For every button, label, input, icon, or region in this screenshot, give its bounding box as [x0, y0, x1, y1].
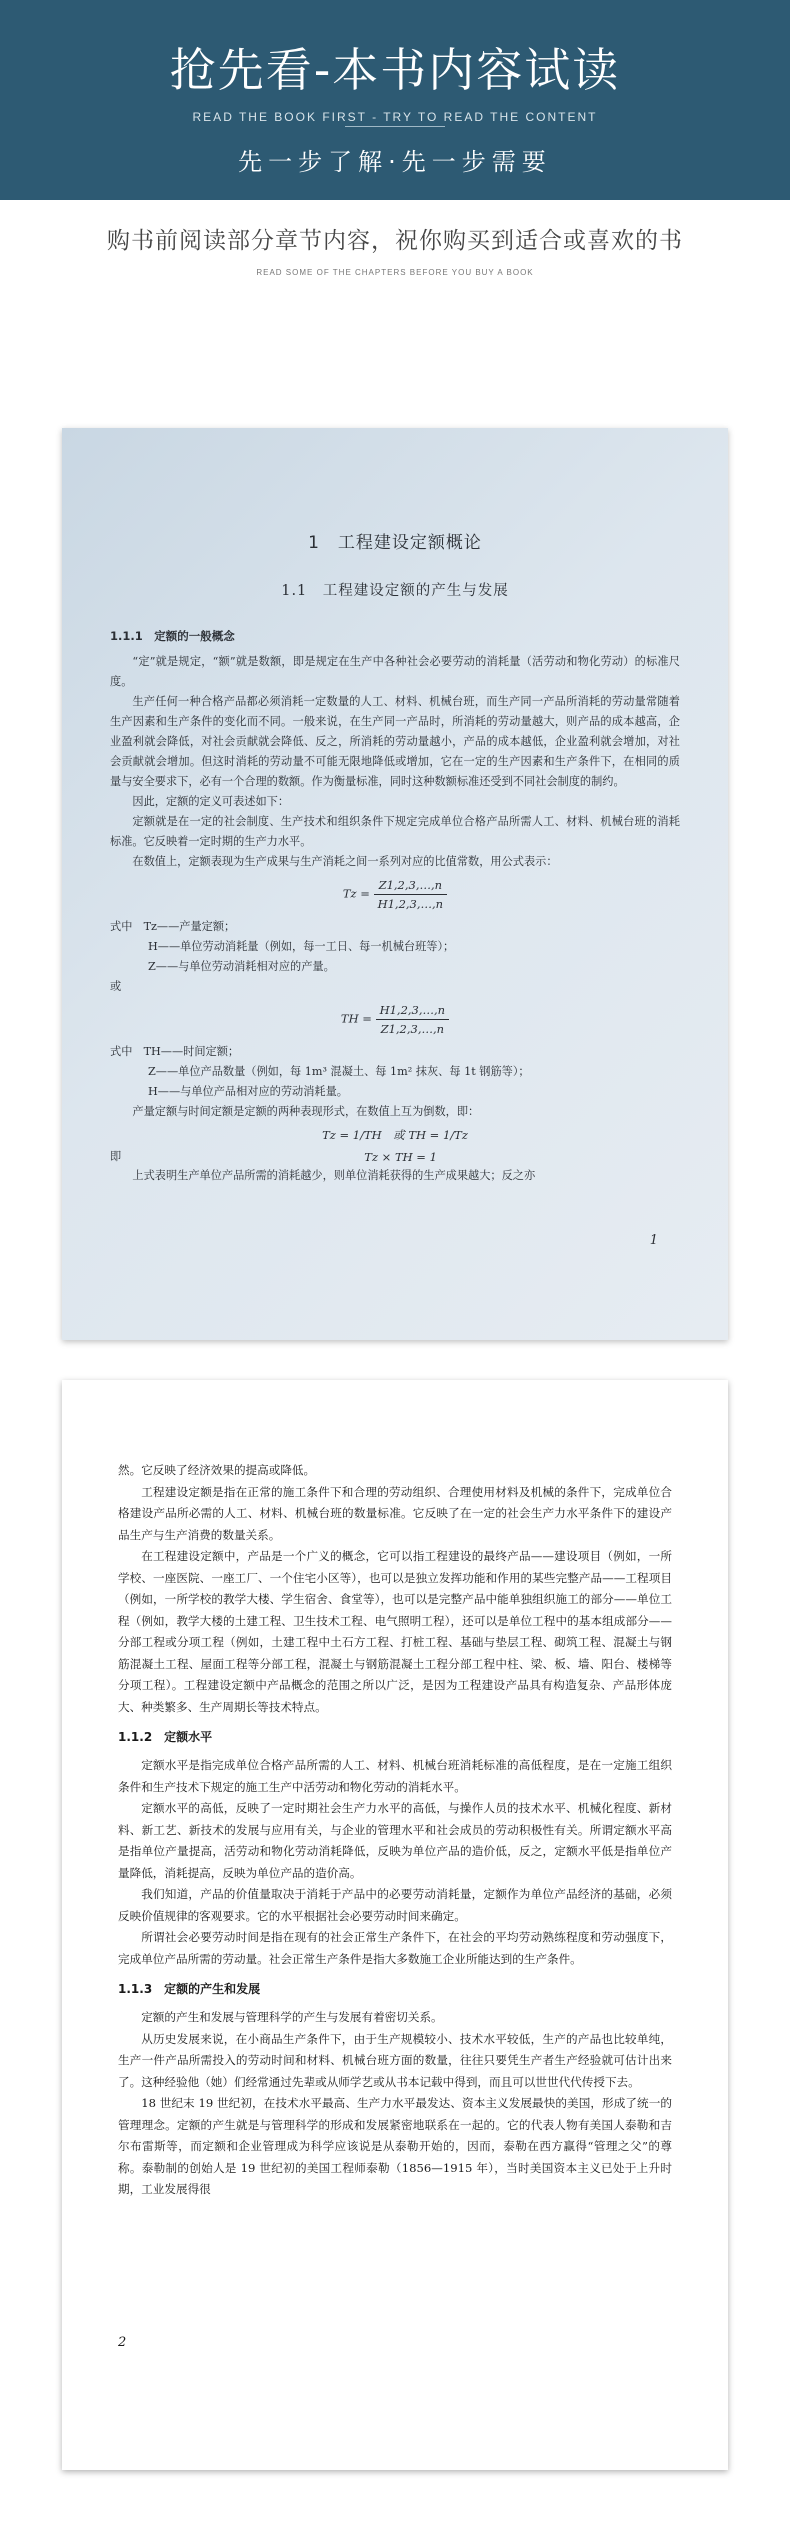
paragraph: 在数值上，定额表现为生产成果与生产消耗之间一系列对应的比值常数，用公式表示： [132, 855, 558, 868]
definition-line: Z——单位产品数量（例如，每 1m³ 混凝土、每 1m² 抹灰、每 1t 钢筋等）； [148, 1065, 530, 1078]
formula-numerator: Z1,2,3,…,n [374, 876, 448, 895]
section-title: 1.1 工程建设定额的产生与发展 [281, 583, 509, 599]
paragraph: 我们知道，产品的价值量取决于消耗于产品中的必要劳动消耗量，定额作为单位产品经济的基础，必须反映价值规律的客观要求。它的水平根据社会必要劳动时间来确定。 [118, 1887, 672, 1923]
paragraph: 然。它反映了经济效果的提高或降低。 [118, 1463, 316, 1477]
banner-subtitle: READ THE BOOK FIRST - TRY TO READ THE CONTENT [192, 110, 598, 124]
formula-product: Tz × TH = 1 [364, 1150, 437, 1164]
banner-slogan: 先一步了解·先一步需要 [238, 148, 552, 176]
subsection-title: 1.1.1 定额的一般概念 [110, 629, 235, 643]
formula-row [110, 1148, 680, 1166]
formula-reciprocal: Tz = 1/TH 或 TH = 1/Tz [322, 1128, 468, 1142]
page-number: 1 [649, 1233, 658, 1248]
definition-line: 式中 TH——时间定额； [110, 1045, 240, 1058]
paragraph: 工程建设定额是指在正常的施工条件下和合理的劳动组织、合理使用材料及机械的条件下，完成单位合格建设产品所必需的人工、材料、机械台班的数量标准。它反映了在一定的社会生产力水平条件下的建设产品生产与生产消费的数量关系。 [118, 1484, 672, 1542]
formula-lhs: TH = [340, 1011, 376, 1026]
paragraph: 定额水平的高低，反映了一定时期社会生产力水平的高低，与操作人员的技术水平、机械化程度、新材料、新工艺、新技术的发展与应用有关，与企业的管理水平和社会成员的劳动积极性有关。所谓定额水平高是指单位产量提高，活劳动和物化劳动消耗降低，反映为单位产品的造价低，反之，定额水平低是指单位产量降低，消耗提高，反映为单位产品的造价高。 [118, 1801, 672, 1880]
definition-line: 式中 Tz——产量定额； [110, 920, 236, 933]
page-number: 2 [118, 2335, 127, 2350]
paragraph: 在工程建设定额中，产品是一个广义的概念，它可以指工程建设的最终产品——建设项目（例如，一所学校、一座医院、一座工厂、一个住宅小区等），也可以是独立发挥功能和作用的某些完整产品——工程项目（例如，一所学校的教学大楼、学生宿舍、食堂等），也可以是完整产品中能单独组织施工的部分——单位工程（例如，教学大楼的土建工程、卫生技术工程、电气照明工程），还可以是单位工程中的基本组成部分——分部工程或分项工程（例如，土建工程中土石方工程、打桩工程、基础与垫层工程、砌筑工程、混凝土与钢筋混凝土工程、屋面工程等分部工程，混凝土与钢筋混凝土工程分部工程中柱、梁、板、墙、阳台、楼梯等分项工程）。工程建设定额中产品概念的范围之所以广泛，是因为工程建设产品具有构造复杂、产品形体庞大、种类繁多、生产周期长等技术特点。 [118, 1549, 672, 1714]
formula-denominator: H1,2,3,…,n [377, 897, 444, 911]
paragraph: 定额的产生和发展与管理科学的产生与发展有着密切关系。 [141, 2010, 443, 2024]
paragraph: 因此，定额的定义可表述如下： [132, 795, 290, 808]
formula-output-quota [110, 876, 680, 913]
paragraph: 定额就是在一定的社会制度、生产技术和组织条件下规定完成单位合格产品所需人工、材料、机械台班的消耗标准。它反映着一定时期的生产力水平。 [110, 815, 680, 848]
definition-line: H——单位劳动消耗量（例如，每一工日、每一机械台班等）； [148, 940, 455, 953]
intro-text: 购书前阅读部分章节内容，祝你购买到适合或喜欢的书 [107, 228, 683, 254]
formula-denominator: Z1,2,3,…,n [380, 1022, 445, 1036]
subsection-title: 1.1.2 定额水平 [118, 1730, 213, 1744]
intro-subtext: READ SOME OF THE CHAPTERS BEFORE YOU BUY A BOOK [256, 268, 534, 277]
paragraph: 所谓社会必要劳动时间是指在现有的社会正常生产条件下，在社会的平均劳动熟练程度和劳动强度下，完成单位产品所需的劳动量。社会正常生产条件是指大多数施工企业所能达到的生产条件。 [118, 1930, 672, 1966]
paragraph: 生产任何一种合格产品都必须消耗一定数量的人工、材料、机械台班，而生产同一产品所消耗的劳动量常随着生产因素和生产条件的变化而不同。一般来说，在生产同一产品时，所消耗的劳动量越大，则产品的成本越高，企业盈利就会降低，对社会贡献就会降低、反之，所消耗的劳动量越小，产品的成本越低，企业盈利就会增加，对社会贡献就会增加。但这时消耗的劳动量不可能无限地降低或增加，它在一定的生产因素和生产条件下，在相同的质量与安全要求下，必有一个合理的数额。作为衡量标准，同时这种数额标准还受到不同社会制度的制约。 [110, 695, 680, 788]
formula-label: 即 [110, 1150, 122, 1163]
formula-numerator: H1,2,3,…,n [376, 1001, 450, 1020]
definition-list [110, 937, 680, 977]
header-banner [0, 0, 790, 200]
formula-fraction [376, 1001, 450, 1038]
paragraph: 产量定额与时间定额是定额的两种表现形式，在数值上互为倒数，即： [132, 1105, 480, 1118]
paragraph: 18 世纪末 19 世纪初，在技术水平最高、生产力水平最发达、资本主义发展最快的美国，形成了统一的管理理念。定额的产生就是与管理科学的形成和发展紧密地联系在一起的。它的代表人物有美国人泰勒和吉尔布雷斯等，而定额和企业管理成为科学应该说是从泰勒开始的，因而，泰勒在西方赢得“管理之父”的尊称。泰勒制的创始人是 19 世纪初的美国工程师泰勒（1856—1915 年），当时美国资本主义已处于上升时期，工业发展得很 [118, 2096, 672, 2196]
banner-title: 抢先看-本书内容试读 [169, 43, 621, 97]
definition-list [110, 1062, 680, 1102]
or-label: 或 [110, 980, 122, 993]
paragraph: 定额水平是指完成单位合格产品所需的人工、材料、机械台班消耗标准的高低程度，是在一定施工组织条件和生产技术下规定的施工生产中活劳动和物化劳动的消耗水平。 [118, 1758, 672, 1794]
formula-time-quota [110, 1001, 680, 1038]
book-page-2 [62, 1380, 728, 2470]
paragraph: “定”就是规定，“额”就是数额，即是规定在生产中各种社会必要劳动的消耗量（活劳动和物化劳动）的标准尺度。 [110, 655, 680, 688]
banner-divider [345, 126, 445, 127]
formula-fraction [374, 876, 448, 913]
definition-line: H——与单位产品相对应的劳动消耗量。 [148, 1085, 348, 1098]
definition-line: Z——与单位劳动消耗相对应的产量。 [148, 960, 335, 973]
subsection-title: 1.1.3 定额的产生和发展 [118, 1982, 261, 1996]
formula-lhs: Tz = [342, 886, 374, 901]
chapter-title: 1 工程建设定额概论 [308, 533, 482, 553]
book-page-1 [62, 428, 728, 1340]
paragraph: 上式表明生产单位产品所需的消耗越少，则单位消耗获得的生产成果越大；反之亦 [132, 1169, 536, 1182]
paragraph: 从历史发展来说，在小商品生产条件下，由于生产规模较小、技术水平较低，生产的产品也比较单纯，生产一件产品所需投入的劳动时间和材料、机械台班方面的数量，往往只要凭生产者生产经验就可估计出来了。这种经验他（她）们经常通过先辈或从师学艺或从书本记载中得到，而且可以世世代代传授下去。 [118, 2031, 672, 2089]
